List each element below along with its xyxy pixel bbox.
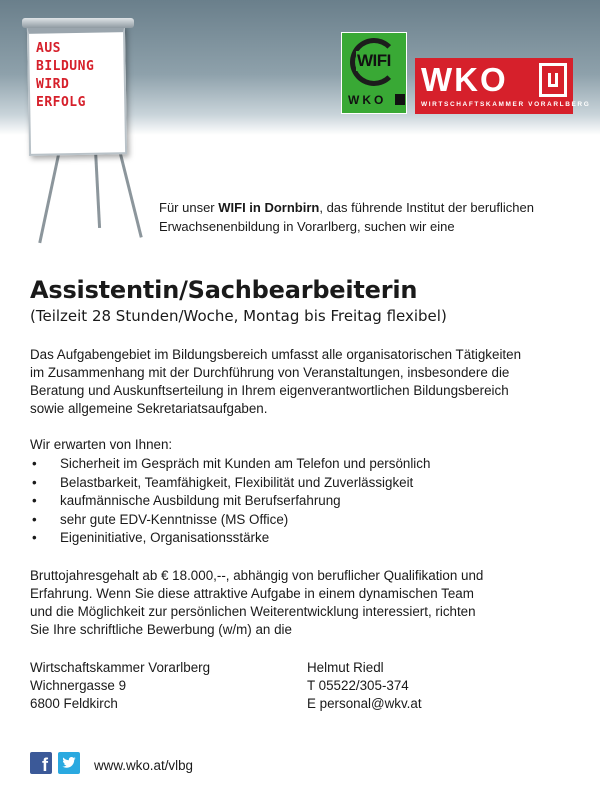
list-item: • sehr gute EDV-Kenntnisse (MS Office) (30, 511, 430, 530)
wifi-logo-word: WIFI (357, 51, 391, 70)
intro-text (159, 198, 534, 236)
flipchart-slogan (36, 40, 126, 112)
wko-logo-sub: WIRTSCHAFTSKAMMER VORARLBERG (421, 101, 591, 108)
contact-info (307, 659, 422, 713)
salary-line: und die Möglichkeit zur persönlichen Weiterentwicklung interessiert, richten (30, 604, 476, 619)
crest-inner-icon (548, 73, 558, 87)
job-subtitle: (Teilzeit 28 Stunden/Woche, Montag bis Freitag flexibel) (30, 307, 447, 325)
flipchart-clip (22, 18, 134, 28)
job-description (30, 346, 521, 418)
salary-paragraph (30, 567, 483, 639)
twitter-bird-icon (62, 757, 76, 768)
contact-name: Helmut Riedl (307, 660, 384, 675)
wko-logo-word: WKO (421, 61, 508, 98)
salary-line: Bruttojahresgehalt ab € 18.000,--, abhängig von beruflicher Qualifikation und (30, 568, 484, 583)
slogan-line: WIRD (36, 77, 70, 92)
slogan-line: ERFOLG (36, 95, 86, 110)
list-item: • Belastbarkeit, Teamfähigkeit, Flexibilität und Zuverlässigkeit (30, 474, 430, 493)
expectations-heading (30, 436, 172, 454)
flipchart-leg-back (94, 150, 101, 228)
wko-logo (415, 58, 591, 114)
intro-pre: Für unser (159, 200, 219, 215)
expectations-heading-text: Wir erwarten von Ihnen: (30, 437, 173, 452)
list-item: • kaufmännische Ausbildung mit Berufserfahrung (30, 492, 430, 511)
address-line: Wichnergasse 9 (30, 678, 127, 693)
intro-post: , das führende Institut der beruflichen (319, 200, 534, 215)
crest-icon (395, 94, 405, 105)
intro-line-2: Erwachsenenbildung in Vorarlberg, suchen wir eine (159, 219, 455, 234)
facebook-icon[interactable]: f (30, 752, 52, 774)
description-line: im Zusammenhang mit der Durchführung von Veranstaltungen, insbesondere die (30, 365, 510, 380)
flipchart-leg-left (38, 150, 61, 244)
flipchart-leg-right (118, 150, 143, 238)
expectations-list (30, 455, 430, 548)
salary-line: Erfahrung. Wenn Sie diese attraktive Aufgabe in einem dynamischen Team (30, 586, 474, 601)
description-line: sowie allgemeine Sekretariatsaufgaben. (30, 401, 268, 416)
list-item: • Eigeninitiative, Organisationsstärke (30, 529, 430, 548)
intro-location: WIFI in Dornbirn (218, 200, 320, 215)
crest-icon (539, 63, 567, 97)
address-line: Wirtschaftskammer Vorarlberg (30, 660, 211, 675)
list-item: • Sicherheit im Gespräch mit Kunden am Telefon und persönlich (30, 455, 430, 474)
wifi-logo (341, 32, 407, 114)
company-address (30, 659, 210, 713)
website-link[interactable]: www.wko.at/vlbg (94, 758, 193, 773)
slogan-line: AUS (36, 41, 61, 56)
salary-line: Sie Ihre schriftliche Bewerbung (w/m) an die (30, 622, 292, 637)
address-line: 6800 Feldkirch (30, 696, 118, 711)
twitter-icon[interactable] (58, 752, 80, 774)
contact-phone: T 05522/305-374 (307, 678, 409, 693)
description-line: Das Aufgabengebiet im Bildungsbereich umfasst alle organisatorischen Tätigkeiten (30, 347, 522, 362)
contact-email[interactable]: E personal@wkv.at (307, 696, 422, 711)
description-line: Beratung und Auskunftserteilung in Ihrem eigenverantwortlichen Bildungsbereich (30, 383, 509, 398)
wifi-logo-sub: WKO (348, 93, 387, 107)
job-title: Assistentin/Sachbearbeiterin (30, 276, 418, 304)
slogan-line: BILDUNG (36, 59, 95, 74)
